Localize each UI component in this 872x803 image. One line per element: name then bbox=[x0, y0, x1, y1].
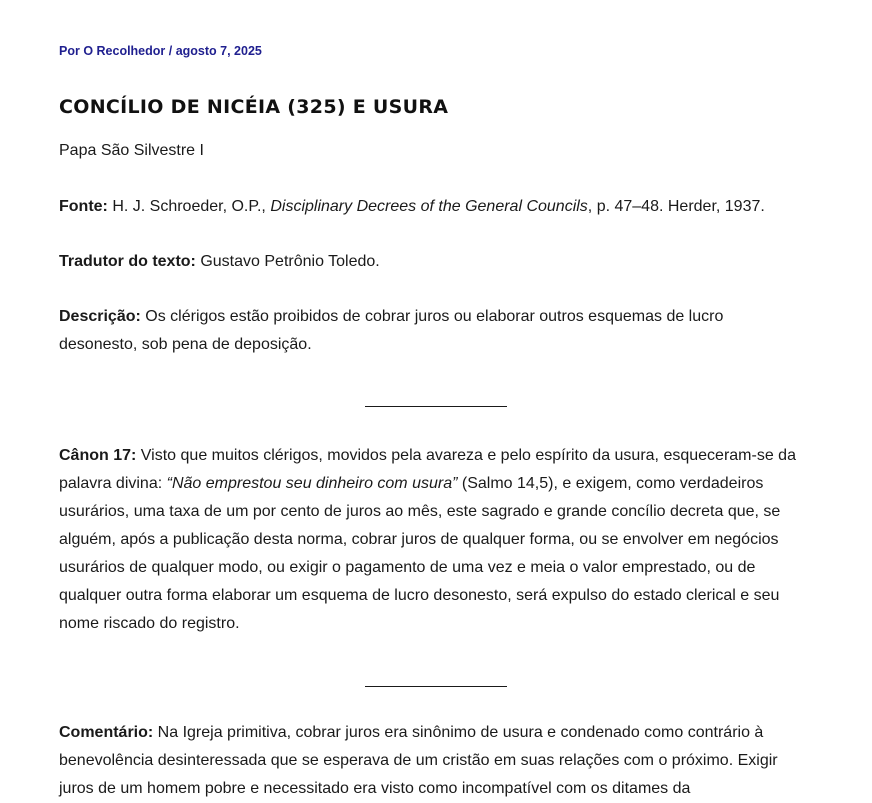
translator-name: Gustavo Petrônio Toledo. bbox=[195, 253, 380, 270]
separator-line bbox=[365, 406, 507, 407]
commentary-paragraph bbox=[59, 719, 811, 803]
description-label: Descrição: bbox=[59, 308, 141, 325]
meta-prefix: Por bbox=[59, 44, 84, 58]
separator-line bbox=[365, 686, 507, 687]
author-link[interactable]: O Recolhedor bbox=[83, 44, 166, 58]
source-book-title: Disciplinary Decrees of the General Councils bbox=[270, 198, 588, 215]
translator-paragraph bbox=[59, 248, 819, 276]
canon-paragraph bbox=[59, 442, 807, 638]
canon-label: Cânon 17: bbox=[59, 447, 137, 464]
date-link[interactable]: agosto 7, 2025 bbox=[175, 44, 262, 58]
commentary-label: Comentário: bbox=[59, 724, 154, 741]
post-meta bbox=[59, 44, 262, 58]
commentary-text: Na Igreja primitiva, cobrar juros era sinônimo de usura e condenado como contrário à benevolência desinteressada que se esperava de um cristão em suas relações com o próximo. Exigir juros de um homem pobre e necessitado era visto como incompatível com os ditames da bbox=[59, 724, 778, 797]
source-text-after: , p. 47–48. Herder, 1937. bbox=[587, 198, 765, 215]
description-text: Os clérigos estão proibidos de cobrar juros ou elaborar outros esquemas de lucro desonesto, sob pena de deposição. bbox=[59, 308, 724, 353]
source-label: Fonte: bbox=[59, 198, 108, 215]
post-title: CONCÍLIO DE NICÉIA (325) E USURA bbox=[59, 96, 449, 118]
meta-divider: / bbox=[165, 44, 176, 58]
canon-text-before: Visto que muitos clérigos, movidos pela avareza e pelo espírito da usura, esqueceram-se da palavra divina: bbox=[59, 447, 796, 492]
source-text-before: H. J. Schroeder, O.P., bbox=[107, 198, 271, 215]
translator-label: Tradutor do texto: bbox=[59, 253, 196, 270]
canon-quote: “Não emprestou seu dinheiro com usura” bbox=[166, 475, 458, 492]
description-paragraph bbox=[59, 303, 779, 359]
canon-text-after: (Salmo 14,5), e exigem, como verdadeiros usurários, uma taxa de um por cento de juros ao mês, este sagrado e grande concílio decreta que, se alguém, após a publicação desta norma, cobrar juros de qualquer forma, ou se envolver em negócios usurários de qualquer modo, ou exigir o pagamento de uma vez e meia o valor emprestado, ou de qualquer outra forma elaborar um esquema de lucro desonesto, será expulso do estado clerical e seu nome riscado do registro. bbox=[59, 475, 781, 632]
subtitle: Papa São Silvestre I bbox=[59, 142, 204, 159]
source-paragraph bbox=[59, 193, 819, 221]
